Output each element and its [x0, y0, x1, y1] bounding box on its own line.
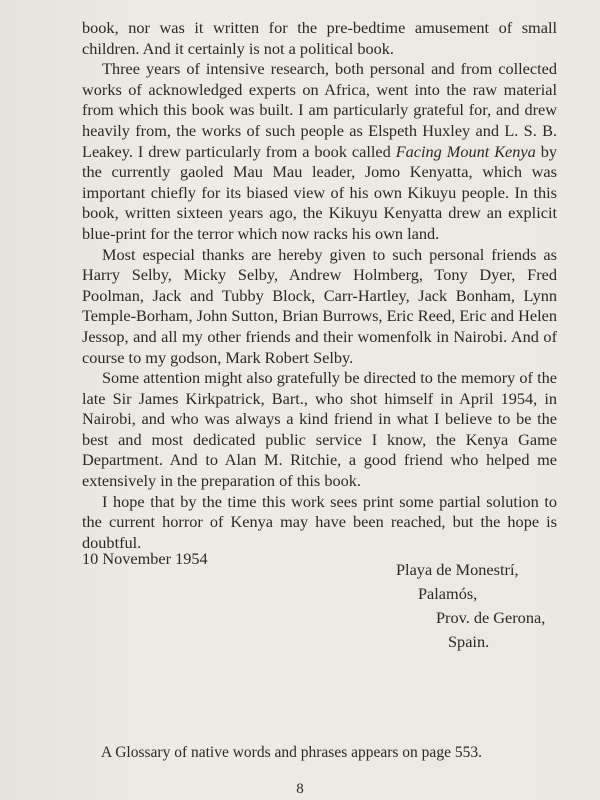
paragraph [82, 18, 557, 59]
text-run: by the currently gaoled Mau Mau leader, Jomo Kenyatta, which was important chiefly for its biased view of his own Kikuyu people. In this book, written sixteen years ago, the Kikuyu Kenyatta drew an explicit blue-print for the terror which now racks his own land. [82, 141, 558, 243]
paragraph [82, 492, 557, 554]
signoff-date: 10 November 1954 [82, 549, 208, 568]
text-run: Some attention might also gratefully be directed to the memory of the late Sir James Kirkpatrick, Bart., who shot himself in April 1954, in Nairobi, and who was always a kind friend in what I believe to be the best and most dedicated public service I know, the Kenya Game Department. And to Alan M. Ritchie, a good friend who helped me extensively in the preparation of this book. [82, 368, 557, 491]
glossary-note: A Glossary of native words and phrases appears on page 553. [101, 744, 482, 761]
paragraph [82, 368, 557, 492]
text-run: Three years of intensive research, both personal and from collected works of acknowledged experts on Africa, went into the raw material from which this book was built. I am particularly grateful for, and drew heavily from, the works of such people as Elspeth Huxley and L. S. B. Leakey. I drew particularly from a book called [82, 59, 557, 161]
text-run: book, nor was it written for the pre-bedtime amusement of small children. And it certainly is not a political book. [82, 18, 557, 58]
text-run: I hope that by the time this work sees print some partial solution to the current horror of Kenya may have been reached, but the hope is doubtful. [82, 491, 557, 552]
foreword-text [82, 18, 557, 553]
address-line: Prov. de Gerona, [436, 608, 546, 627]
address-line: Palamós, [418, 584, 478, 603]
book-title: Facing Mount Kenya [395, 141, 536, 161]
address-line: Playa de Monestrí, [396, 560, 519, 579]
paragraph [82, 245, 557, 369]
text-run: Most especial thanks are hereby given to such personal friends as Harry Selby, Micky Selby, Andrew Holmberg, Tony Dyer, Fred Poolman, Jack and Tubby Block, Carr-Hartley, Jack Bonham, Lynn Temple-Borham, John Sutton, Brian Burrows, Eric Reed, Eric and Helen Jessop, and all my other friends and their womenfolk in Nairobi. And of course to my godson, Mark Robert Selby. [82, 244, 557, 367]
paragraph [82, 59, 557, 244]
page-number: 8 [296, 781, 304, 797]
address-line: Spain. [448, 632, 490, 651]
signoff-address [396, 558, 566, 654]
